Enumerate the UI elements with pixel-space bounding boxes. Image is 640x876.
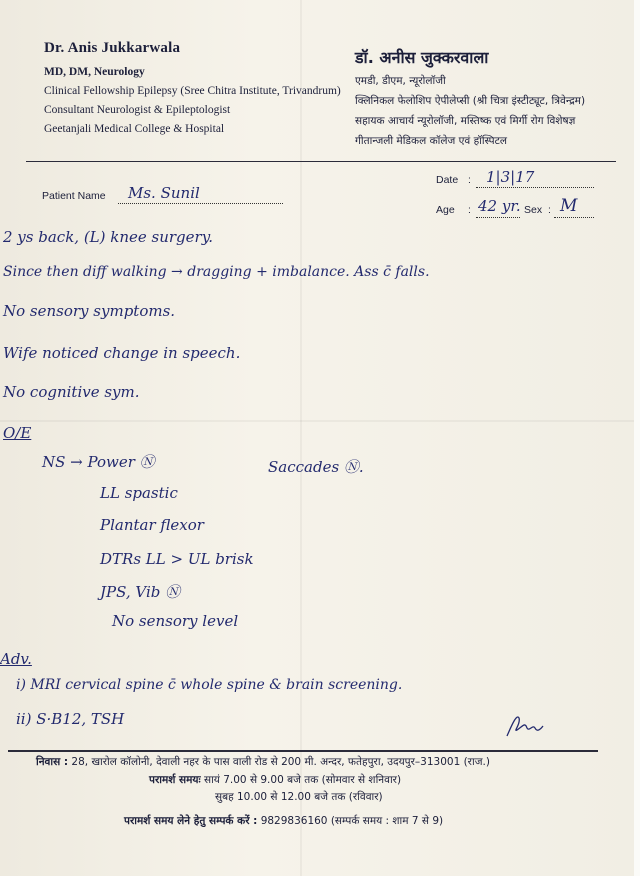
age-value: 42 yr. (478, 197, 521, 215)
note-history-5: No cognitive sym. (3, 383, 140, 401)
letterhead-english (44, 40, 341, 135)
patient-name-line (118, 203, 283, 204)
sex-line (554, 217, 594, 218)
prescription-sheet: Dr. Anis Jukkarwala MD, DM, Neurology Clinical Fellowship Epilepsy (Sree Chitra Institute, Trivandrum) Consultant Neurologist & Epileptologist Geetanjali Medical College & Hospital डॉ. अनीस जुक्करवाला एमडी, डीएम, न्यूरोलॉजी क्लिनिकल फेलोशिप ऐपीलेप्सी (श्री चित्रा इंस्टीट्यूट, त्रिवेन्द्रम) सहायक आचार्य न्यूरोलॉजी, मस्तिष्क एवं मिर्गी रोग विशेषज्ञ गीतान्जली मेडिकल कॉलेज एवं हॉस्पिटल Patient Name Ms. Sunil Date : 1|3|17 Age : 42 yr. Sex : M 2 ys back, (L) knee surgery. Since then diff walking → dragging + imbalance. Ass c̄ falls. No sensory symptoms. Wife noticed change in speech. No cognitive sym. O/E NS → Power Ⓝ Saccades Ⓝ. LL spastic Plantar flexor DTRs LL > UL brisk JPS, Vib Ⓝ No sensory level Adv. i) MRI cervical spine c̄ whole spine & brain screening. ii) S·B12, TSH निवास : 28, खारोल कॉलोनी, देवाली नहर के पास वाली रोड से 200 मी. अन्दर, फतेहपुरा, उदयपुर–313001 (राज.) परामर्श समयः सायं 7.00 से 9.00 बजे तक (सोमवार से शनिवार) सुबह 10.00 से 12.00 बजे तक (रविवार) परामर्श समय लेने हेतु सम्पर्क करें : 9829836160 (सम्पर्क समय : शाम 7 से 9) (0, 0, 640, 876)
exam-sensory-level: No sensory level (112, 612, 239, 630)
exam-ll-spastic: LL spastic (100, 484, 178, 502)
paper-fold (0, 420, 640, 422)
doctor-degrees-hindi: एमडी, डीएम, न्यूरोलॉजी (355, 75, 446, 87)
address-text: 28, खारोल कॉलोनी, देवाली नहर के पास वाली रोड से 200 मी. अन्दर, फतेहपुरा, उदयपुर–313001 (राज.) (71, 756, 490, 768)
advice-heading: Adv. (0, 650, 32, 668)
contact-text: 9829836160 (सम्पर्क समय : शाम 7 से 9) (260, 815, 444, 827)
footer-divider (8, 750, 598, 752)
note-history-3: No sensory symptoms. (3, 302, 176, 320)
doctor-fellowship-hindi: क्लिनिकल फेलोशिप ऐपीलेप्सी (श्री चित्रा इंस्टीट्यूट, त्रिवेन्द्रम) (355, 95, 586, 107)
address-label: निवास : (36, 756, 69, 768)
note-history-4: Wife noticed change in speech. (3, 344, 241, 362)
doctor-degrees: MD, DM, Neurology (44, 66, 145, 78)
age-line (476, 217, 520, 218)
exam-saccades: Saccades Ⓝ. (268, 458, 364, 476)
exam-plantar: Plantar flexor (100, 516, 204, 534)
note-history-1: 2 ys back, (L) knee surgery. (3, 228, 213, 246)
exam-dtrs: DTRs LL > UL brisk (100, 550, 254, 568)
doctor-name-hindi: डॉ. अनीस जुक्करवाला (355, 48, 489, 67)
advice-mri: i) MRI cervical spine c̄ whole spine & brain screening. (16, 677, 403, 693)
note-history-2: Since then diff walking → dragging + imbalance. Ass c̄ falls. (3, 264, 430, 280)
doctor-title-hindi: सहायक आचार्य न्यूरोलॉजी, मस्तिष्क एवं मिर्गी रोग विशेषज्ञ (355, 115, 576, 127)
doctor-fellowship: Clinical Fellowship Epilepsy (Sree Chitra Institute, Trivandrum) (44, 85, 341, 97)
doctor-hospital: Geetanjali Medical College & Hospital (44, 123, 225, 135)
letterhead-hindi (355, 46, 585, 148)
address-line (36, 755, 490, 769)
signature (505, 712, 545, 747)
consult-hours-weekday (149, 773, 401, 787)
patient-name-value: Ms. Sunil (128, 184, 200, 202)
date-value: 1|3|17 (486, 168, 535, 186)
consult-weekday-text: सायं 7.00 से 9.00 बजे तक (सोमवार से शनिवार) (203, 774, 402, 786)
exam-jps-vib: JPS, Vib Ⓝ (100, 583, 181, 601)
date-label: Date (436, 174, 459, 186)
contact-label: परामर्श समय लेने हेतु सम्पर्क करें : (124, 815, 258, 827)
contact-line (124, 814, 443, 828)
exam-power: NS → Power Ⓝ (42, 453, 155, 471)
sex-label: Sex (524, 204, 543, 216)
age-label: Age (436, 204, 455, 216)
header-divider (26, 161, 616, 162)
patient-name-label: Patient Name (42, 190, 106, 202)
paper-edge (634, 0, 640, 876)
consult-hours-sunday: सुबह 10.00 से 12.00 बजे तक (रविवार) (215, 791, 383, 803)
consult-label: परामर्श समयः (149, 774, 201, 786)
doctor-name: Dr. Anis Jukkarwala (44, 40, 181, 56)
doctor-title: Consultant Neurologist & Epileptologist (44, 104, 231, 116)
exam-heading: O/E (3, 424, 32, 442)
advice-labs: ii) S·B12, TSH (16, 710, 125, 728)
doctor-hospital-hindi: गीतान्जली मेडिकल कॉलेज एवं हॉस्पिटल (355, 135, 508, 147)
date-line (476, 187, 594, 188)
sex-value: M (560, 196, 578, 216)
